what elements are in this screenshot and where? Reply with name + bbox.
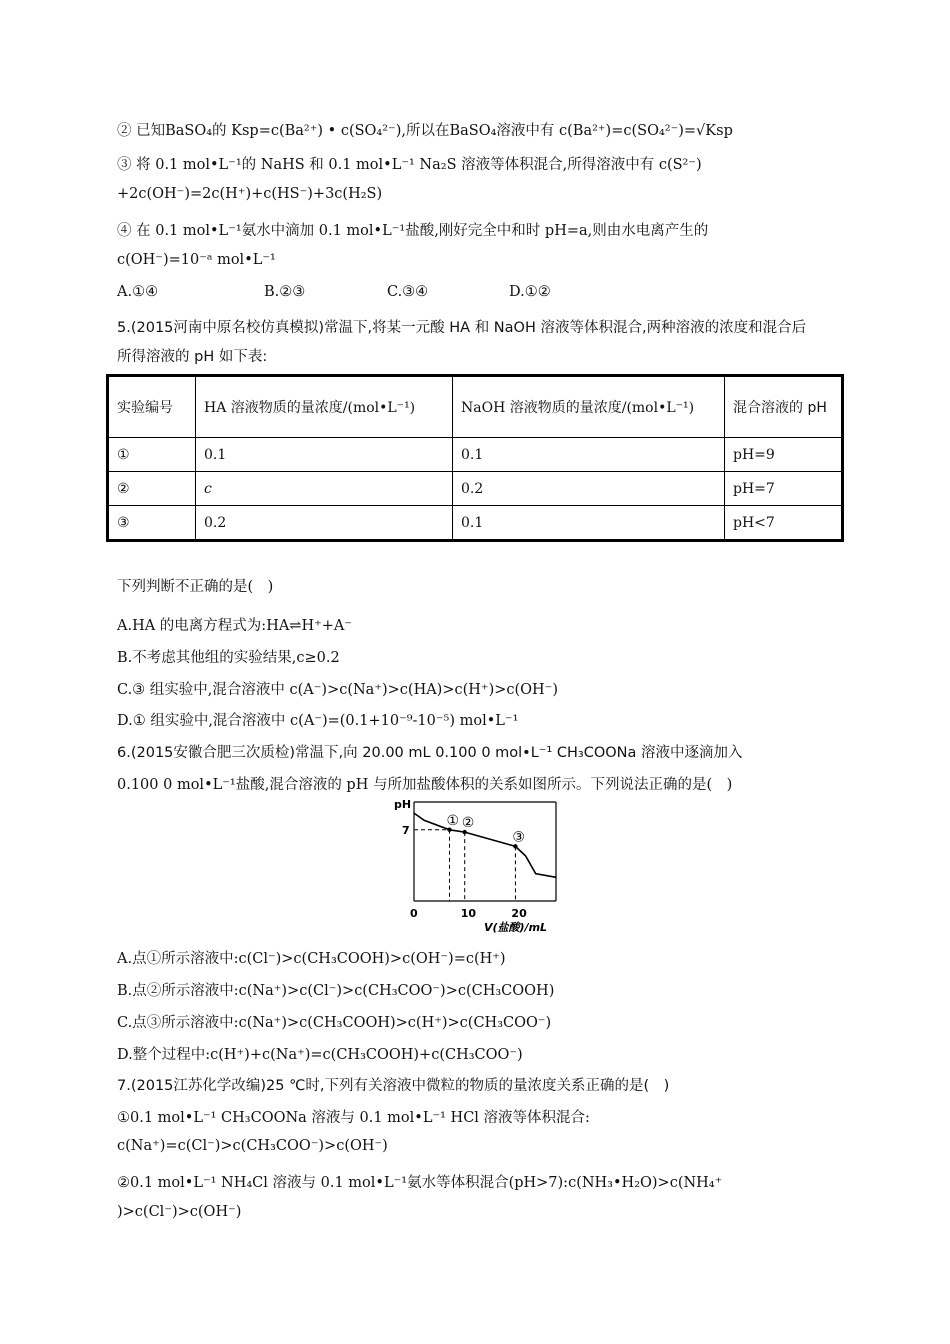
x-tick-label: 10 — [460, 907, 477, 920]
point-label: ② — [461, 815, 475, 832]
q5-stem-line1: 5.(2015河南中原名校仿真模拟)常温下,将某一元酸 HA 和 NaOH 溶液等体积混合,两种溶液的浓度和混合后 — [117, 320, 807, 336]
table-cell: ① — [108, 438, 196, 472]
q4-option-d: D.①② — [509, 284, 551, 300]
q6-option-d: D.整个过程中:c(H⁺)+c(Na⁺)=c(CH₃COOH)+c(CH₃COO⁻) — [117, 1047, 523, 1063]
table-cell: 0.1 — [453, 438, 725, 472]
table-cell: 0.1 — [196, 438, 453, 472]
table-row — [108, 506, 843, 541]
point-label: ③ — [512, 829, 525, 846]
item-4-line2: c(OH⁻)=10⁻ᵃ mol•L⁻¹ — [117, 252, 276, 268]
q6-option-c: C.点③所示溶液中:c(Na⁺)>c(CH₃COOH)>c(H⁺)>c(CH₃COO⁻) — [117, 1015, 552, 1031]
item-3-line2: +2c(OH⁻)=2c(H⁺)+c(HS⁻)+3c(H₂S) — [117, 186, 383, 202]
item-3-line1: ③ 将 0.1 mol•L⁻¹的 NaHS 和 0.1 mol•L⁻¹ Na₂S 溶液等体积混合,所得溶液中有 c(S²⁻) — [117, 157, 702, 173]
table-cell: pH=7 — [725, 472, 843, 506]
q6-option-a: A.点①所示溶液中:c(Cl⁻)>c(CH₃COOH)>c(OH⁻)=c(H⁺) — [117, 951, 506, 967]
table-header: NaOH 溶液物质的量浓度/(mol•L⁻¹) — [453, 376, 725, 438]
q4-option-a: A.①④ — [117, 284, 159, 300]
q7-item2-line2: )>c(Cl⁻)>c(OH⁻) — [117, 1204, 242, 1220]
q7-item1-line2: c(Na⁺)=c(Cl⁻)>c(CH₃COO⁻)>c(OH⁻) — [117, 1138, 388, 1154]
table-header: 实验编号 — [108, 376, 196, 438]
item-2: ② 已知BaSO₄的 Ksp=c(Ba²⁺) • c(SO₄²⁻),所以在BaSO₄溶液中有 c(Ba²⁺)=c(SO₄²⁻)=√Ksp — [117, 123, 733, 139]
q5-option-a: A.HA 的电离方程式为:HA⇌H⁺+A⁻ — [117, 618, 353, 634]
q5-stem-line2: 所得溶液的 pH 如下表: — [117, 349, 268, 365]
q5-option-b: B.不考虑其他组的实验结果,c≥0.2 — [117, 650, 340, 666]
q5-option-c: C.③ 组实验中,混合溶液中 c(A⁻)>c(Na⁺)>c(HA)>c(H⁺)>c(OH⁻) — [117, 682, 558, 698]
q5-table — [106, 374, 844, 542]
q6-option-b: B.点②所示溶液中:c(Na⁺)>c(Cl⁻)>c(CH₃COO⁻)>c(CH₃COOH) — [117, 983, 555, 999]
q6-stem-line2: 0.100 0 mol•L⁻¹盐酸,混合溶液的 pH 与所加盐酸体积的关系如图所示。下列说法正确的是( ) — [117, 777, 733, 793]
q4-option-b: B.②③ — [264, 284, 306, 300]
q6-stem-line1: 6.(2015安徽合肥三次质检)常温下,向 20.00 mL 0.100 0 mol•L⁻¹ CH₃COONa 溶液中逐滴加入 — [117, 745, 743, 761]
table-cell: pH=9 — [725, 438, 843, 472]
q5-option-d: D.① 组实验中,混合溶液中 c(A⁻)=(0.1+10⁻⁹-10⁻⁵) mol•L⁻¹ — [117, 713, 519, 729]
q7-stem: 7.(2015江苏化学改编)25 ℃时,下列有关溶液中微粒的物质的量浓度关系正确的是( ) — [117, 1078, 670, 1094]
q5-question: 下列判断不正确的是( ) — [117, 579, 274, 595]
y-axis-label: pH — [394, 798, 412, 811]
table-cell: 0.1 — [453, 506, 725, 541]
table-cell: 0.2 — [453, 472, 725, 506]
table-cell: c — [196, 472, 453, 506]
ph-titration-chart — [380, 796, 570, 936]
x-tick-label: 0 — [410, 907, 418, 920]
x-axis-label: V(盐酸)/mL — [484, 921, 548, 934]
table-cell: ③ — [108, 506, 196, 541]
y-tick-label: 7 — [402, 823, 410, 837]
ph-curve — [414, 813, 556, 877]
table-row — [108, 472, 843, 506]
table-row — [108, 438, 843, 472]
table-header: 混合溶液的 pH — [725, 376, 843, 438]
table-cell: ② — [108, 472, 196, 506]
table-header: HA 溶液物质的量浓度/(mol•L⁻¹) — [196, 376, 453, 438]
q4-option-c: C.③④ — [387, 284, 429, 300]
table-cell: pH<7 — [725, 506, 843, 541]
q7-item1-line1: ①0.1 mol•L⁻¹ CH₃COONa 溶液与 0.1 mol•L⁻¹ HCl 溶液等体积混合: — [117, 1110, 590, 1126]
item-4-line1: ④ 在 0.1 mol•L⁻¹氨水中滴加 0.1 mol•L⁻¹盐酸,刚好完全中和时 pH=a,则由水电离产生的 — [117, 223, 709, 239]
point-label: ① — [446, 812, 460, 829]
q7-item2-line1: ②0.1 mol•L⁻¹ NH₄Cl 溶液与 0.1 mol•L⁻¹氨水等体积混合(pH>7):c(NH₃•H₂O)>c(NH₄⁺ — [117, 1175, 723, 1191]
table-header-row — [108, 376, 843, 438]
x-tick-label: 20 — [511, 907, 527, 920]
table-cell: 0.2 — [196, 506, 453, 541]
